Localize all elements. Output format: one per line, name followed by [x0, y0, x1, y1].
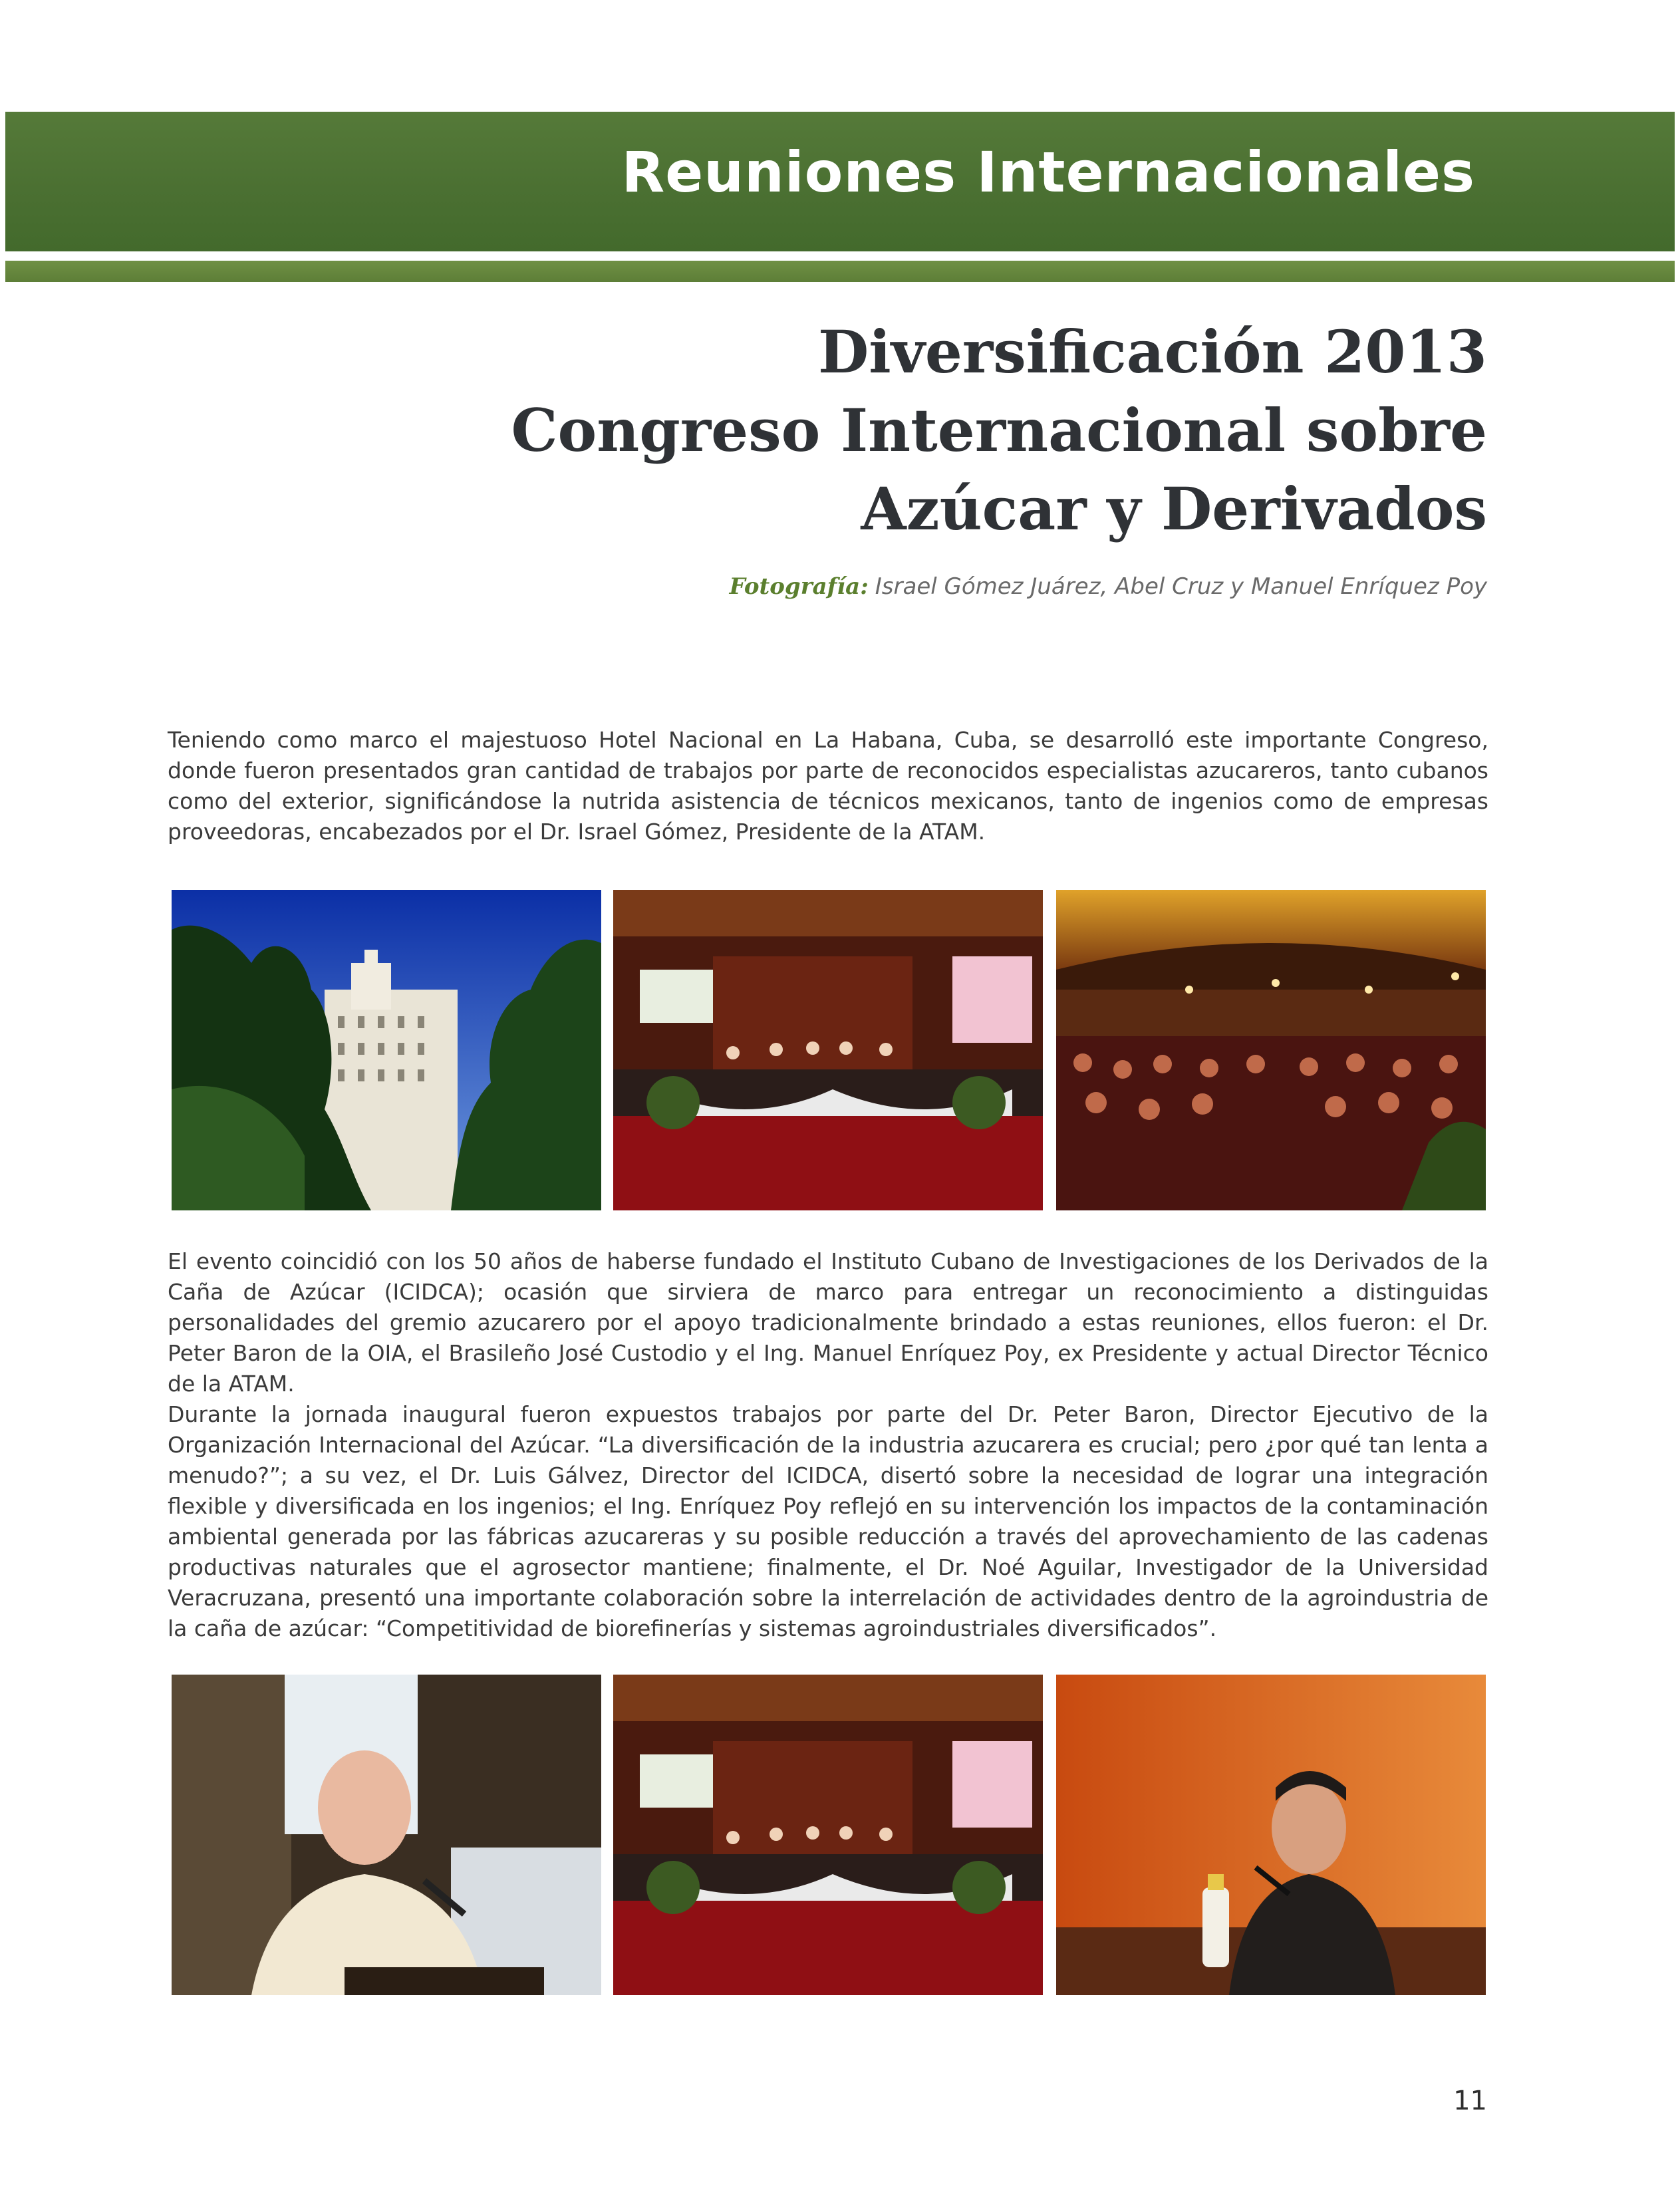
section-banner	[5, 112, 1675, 251]
photo-young-speaker	[1056, 1675, 1486, 1995]
photo-credit	[730, 573, 1487, 600]
article-title	[423, 313, 1487, 548]
title-line-3: Azúcar y Derivados	[861, 474, 1487, 543]
photo-congress-panel-2	[613, 1675, 1043, 1995]
photo-speaker-podium	[172, 1675, 601, 1995]
page-number: 11	[1453, 2086, 1487, 2116]
photo-audience-hall	[1056, 890, 1486, 1210]
paragraph-anniversary: El evento coincidió con los 50 años de haberse fundado el Instituto Cubano de Investigaciones de los Derivados de la Caña de Azúcar (ICIDCA); ocasión que sirviera de marco para entregar un reconocimiento a distinguidas personalidades del gremio azucarero por el apoyo tradicionalmente brindado a estas reuniones, ellos fueron: el Dr. Peter Baron de la OIA, el Brasileño José Custodio y el Ing. Manuel Enríquez Poy, ex Presidente y actual Director Técnico de la ATAM.	[168, 1248, 1488, 1397]
title-line-1: Diversificación 2013	[817, 317, 1487, 386]
paragraph-intro: Teniendo como marco el majestuoso Hotel Nacional en La Habana, Cuba, se desarrolló este importante Congreso, donde fueron presentados gran cantidad de trabajos por parte de reconocidos especialistas azucareros, tanto cubanos como del exterior, significándose la nutrida asistencia de técnicos mexicanos, tanto de ingenios como de empresas proveedoras, encabezados por el Dr. Israel Gómez, Presidente de la ATAM.	[168, 727, 1488, 845]
section-title: Reuniones Internacionales	[621, 140, 1475, 205]
photo-hotel-nacional	[172, 890, 601, 1210]
banner-divider	[5, 261, 1675, 282]
photo-congress-panel	[613, 890, 1043, 1210]
title-line-2: Congreso Internacional sobre	[511, 396, 1487, 465]
paragraph-inaugural: Durante la jornada inaugural fueron expuestos trabajos por parte del Dr. Peter Baron, Director Ejecutivo de la Organización Internacional del Azúcar. “La diversificación de la industria azucarera es crucial; pero ¿por qué tan lenta a menudo?”; a su vez, el Dr. Luis Gálvez, Director del ICIDCA, disertó sobre la necesidad de lograr una integración flexible y diversificada en los ingenios; el Ing. Enríquez Poy reflejó en su intervención los impactos de la contaminación ambiental generada por las fábricas azucareras y su posible reducción a través del aprovechamiento de las cadenas productivas naturales que el agrosector mantiene; finalmente, el Dr. Noé Aguilar, Investigador de la Universidad Veracruzana, presentó una importante colaboración sobre la interrelación de actividades dentro de la agroindustria de la caña de azúcar: “Competitividad de biorefinerías y sistemas agroindustriales diversificados”.	[168, 1401, 1488, 1641]
photo-credit-label: Fotografía:	[729, 573, 869, 600]
photo-credit-names: Israel Gómez Juárez, Abel Cruz y Manuel Enríquez Poy	[875, 573, 1487, 600]
